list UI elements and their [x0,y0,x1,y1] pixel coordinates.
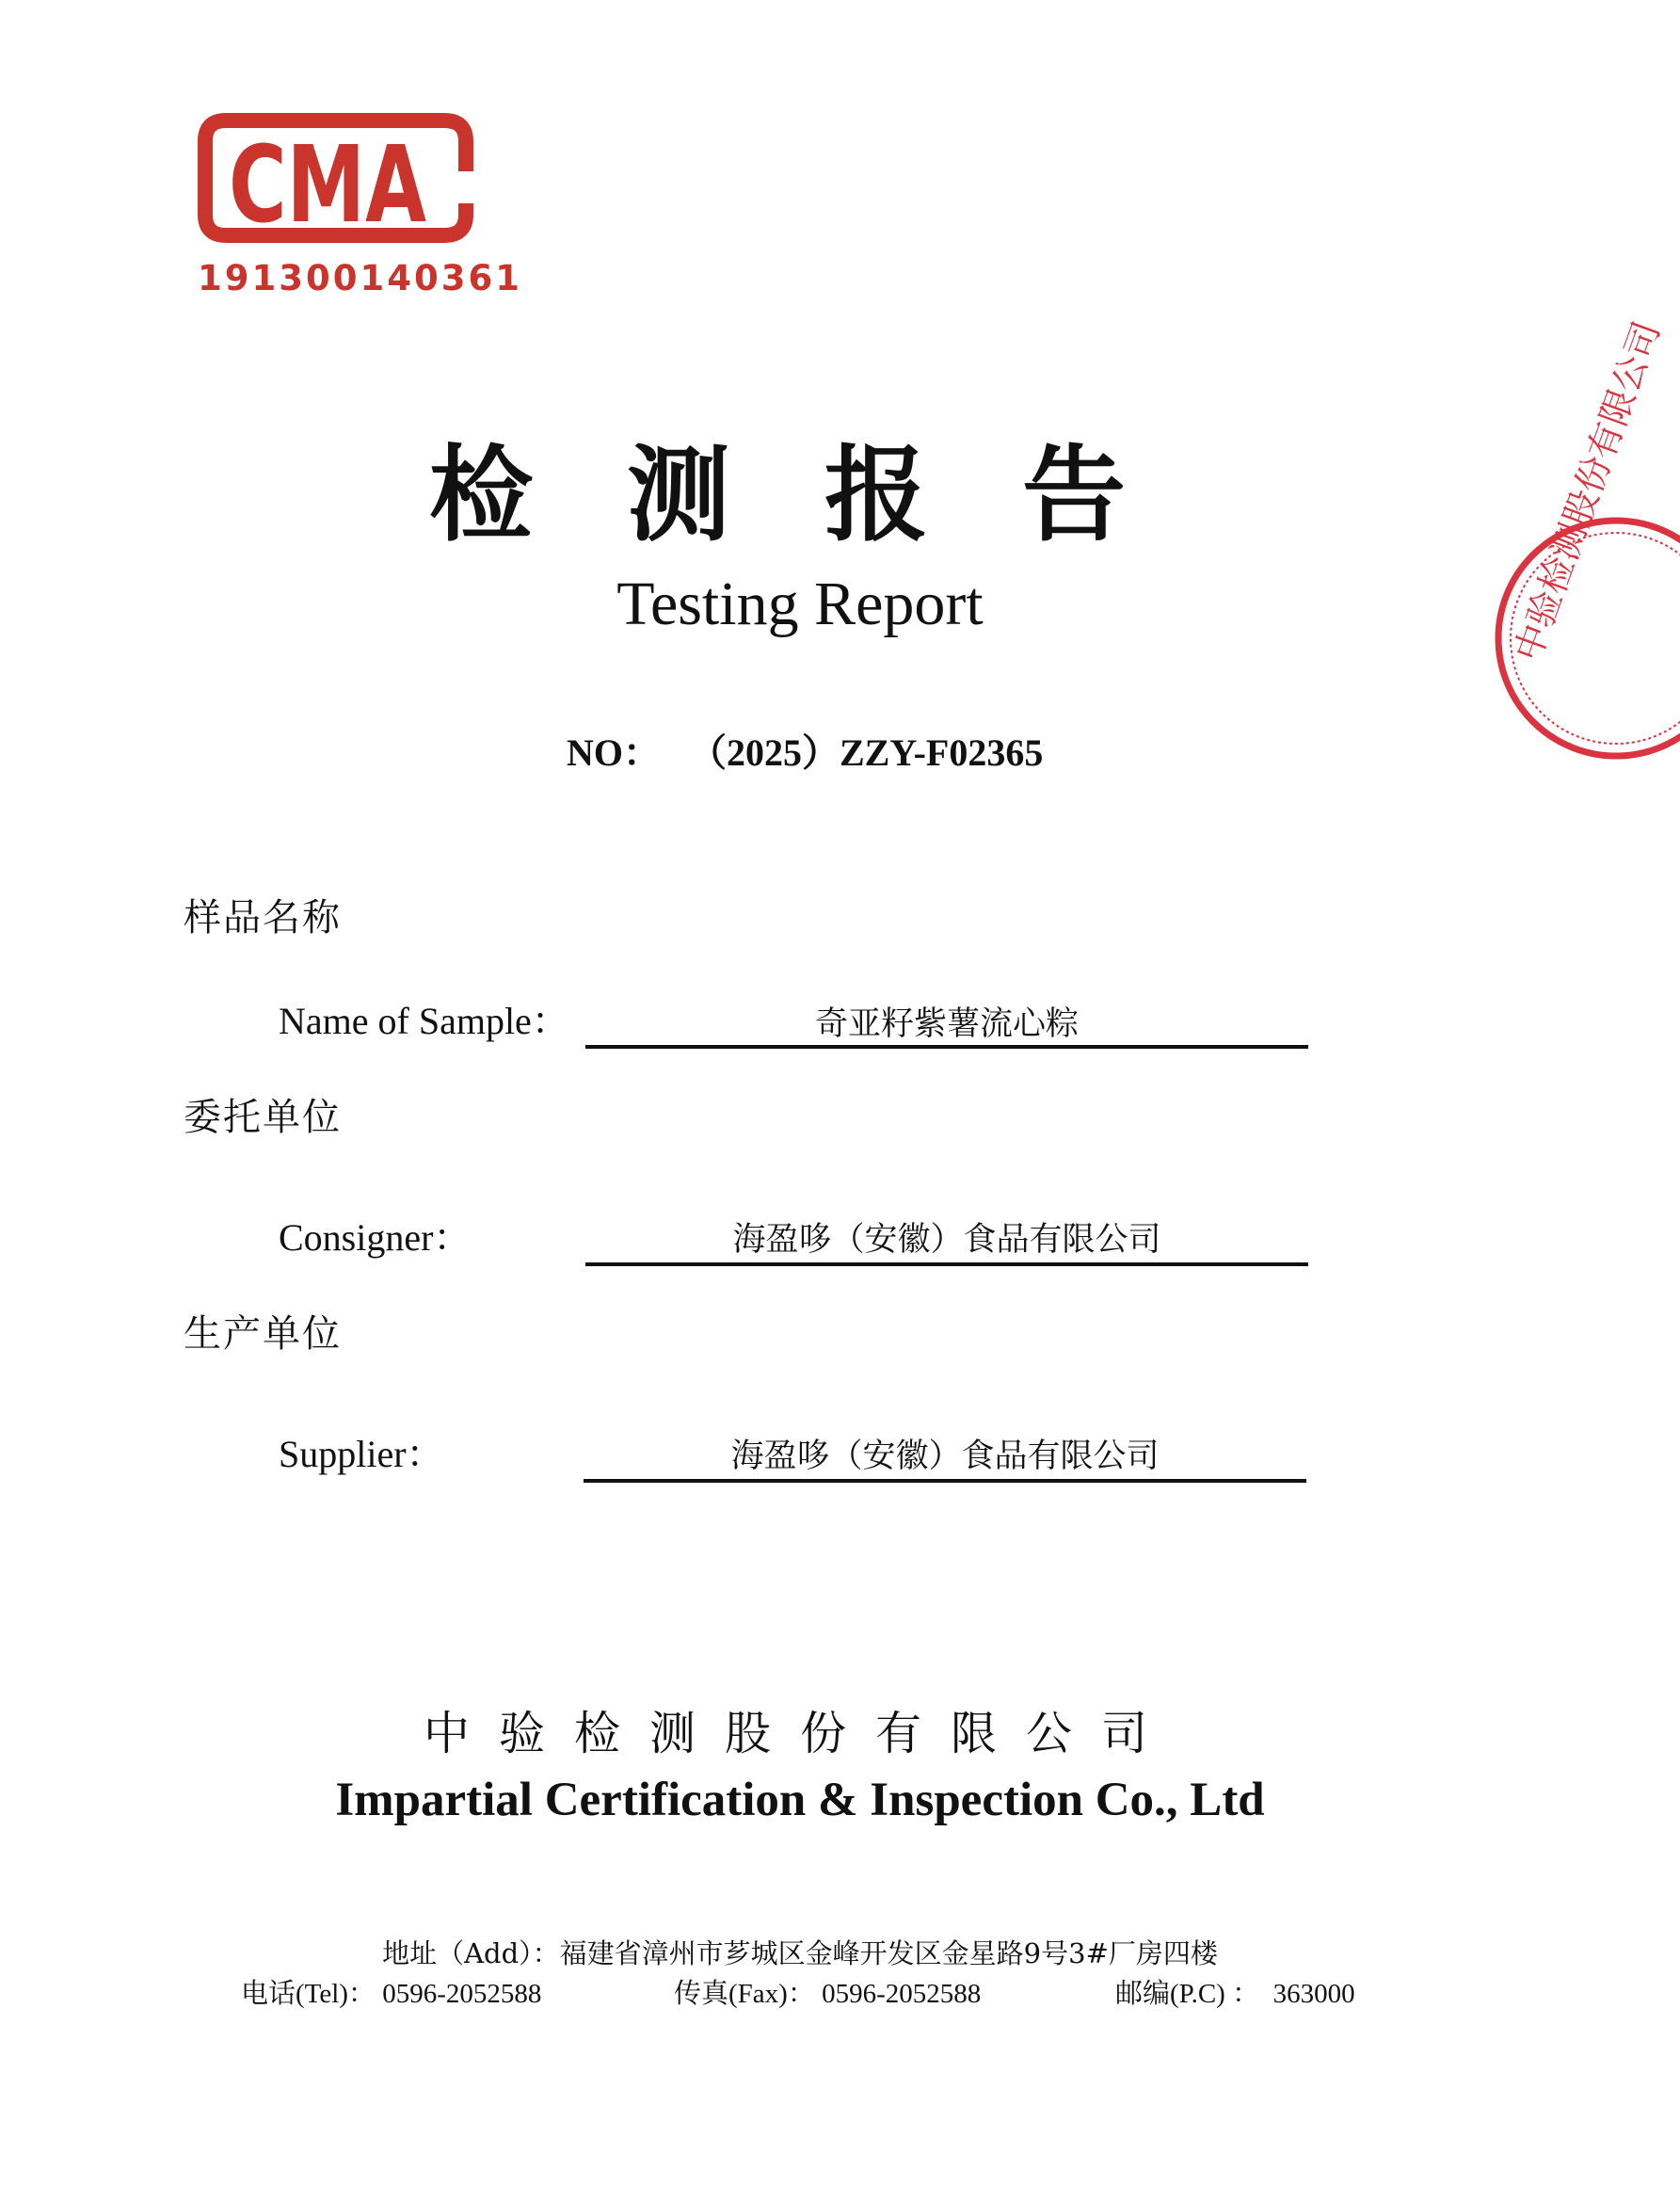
tel-label: 电话(Tel)： [241,1979,376,2009]
supplier-value: 海盈哆（安徽）食品有限公司 [730,1438,1160,1475]
sample-label-en: Name of Sample： [279,1000,569,1042]
sample-underline [585,1045,1308,1049]
fax-label: 传真(Fax)： [674,1979,815,2009]
consigner-label-en: Consigner： [279,1216,472,1259]
cma-registration-code: 191300140361 [198,258,522,298]
sample-value: 奇亚籽紫薯流心粽 [814,1005,1079,1043]
sample-label-cn: 样品名称 [184,896,342,940]
supplier-underline [584,1479,1306,1483]
fax-block [674,1975,981,2013]
company-address: 地址（Add）：福建省漳州市芗城区金峰开发区金星路9号3#厂房四楼 [382,1937,1218,1969]
company-name-cn: 中验检测股份有限公司 [423,1707,1176,1760]
consigner-value: 海盈哆（安徽）食品有限公司 [732,1221,1161,1259]
postcode-block [1115,1975,1355,2013]
report-number-label: NO： [567,731,661,774]
postcode-value: 363000 [1272,1979,1355,2009]
fax-value: 0596-2052588 [822,1979,982,2009]
report-number [567,723,1043,777]
seal-text: 中验检测股份有限公司 [1506,315,1669,667]
tel-value: 0596-2052588 [382,1979,542,2009]
report-number-value: （2025）ZZY-F02365 [689,731,1044,774]
consigner-underline [585,1262,1308,1266]
tel-block [241,1975,541,2013]
report-title-en: Testing Report [616,570,984,638]
cma-logo-letters: CMA [229,124,427,247]
company-name-en: Impartial Certification & Inspection Co., Ltd [335,1774,1265,1826]
postcode-label: 邮编(P.C) ： [1115,1979,1260,2009]
report-title-cn: 检测报告 [429,434,1220,555]
supplier-label-en: Supplier： [279,1433,444,1475]
supplier-label-cn: 生产单位 [184,1312,342,1356]
consigner-label-cn: 委托单位 [184,1096,342,1139]
